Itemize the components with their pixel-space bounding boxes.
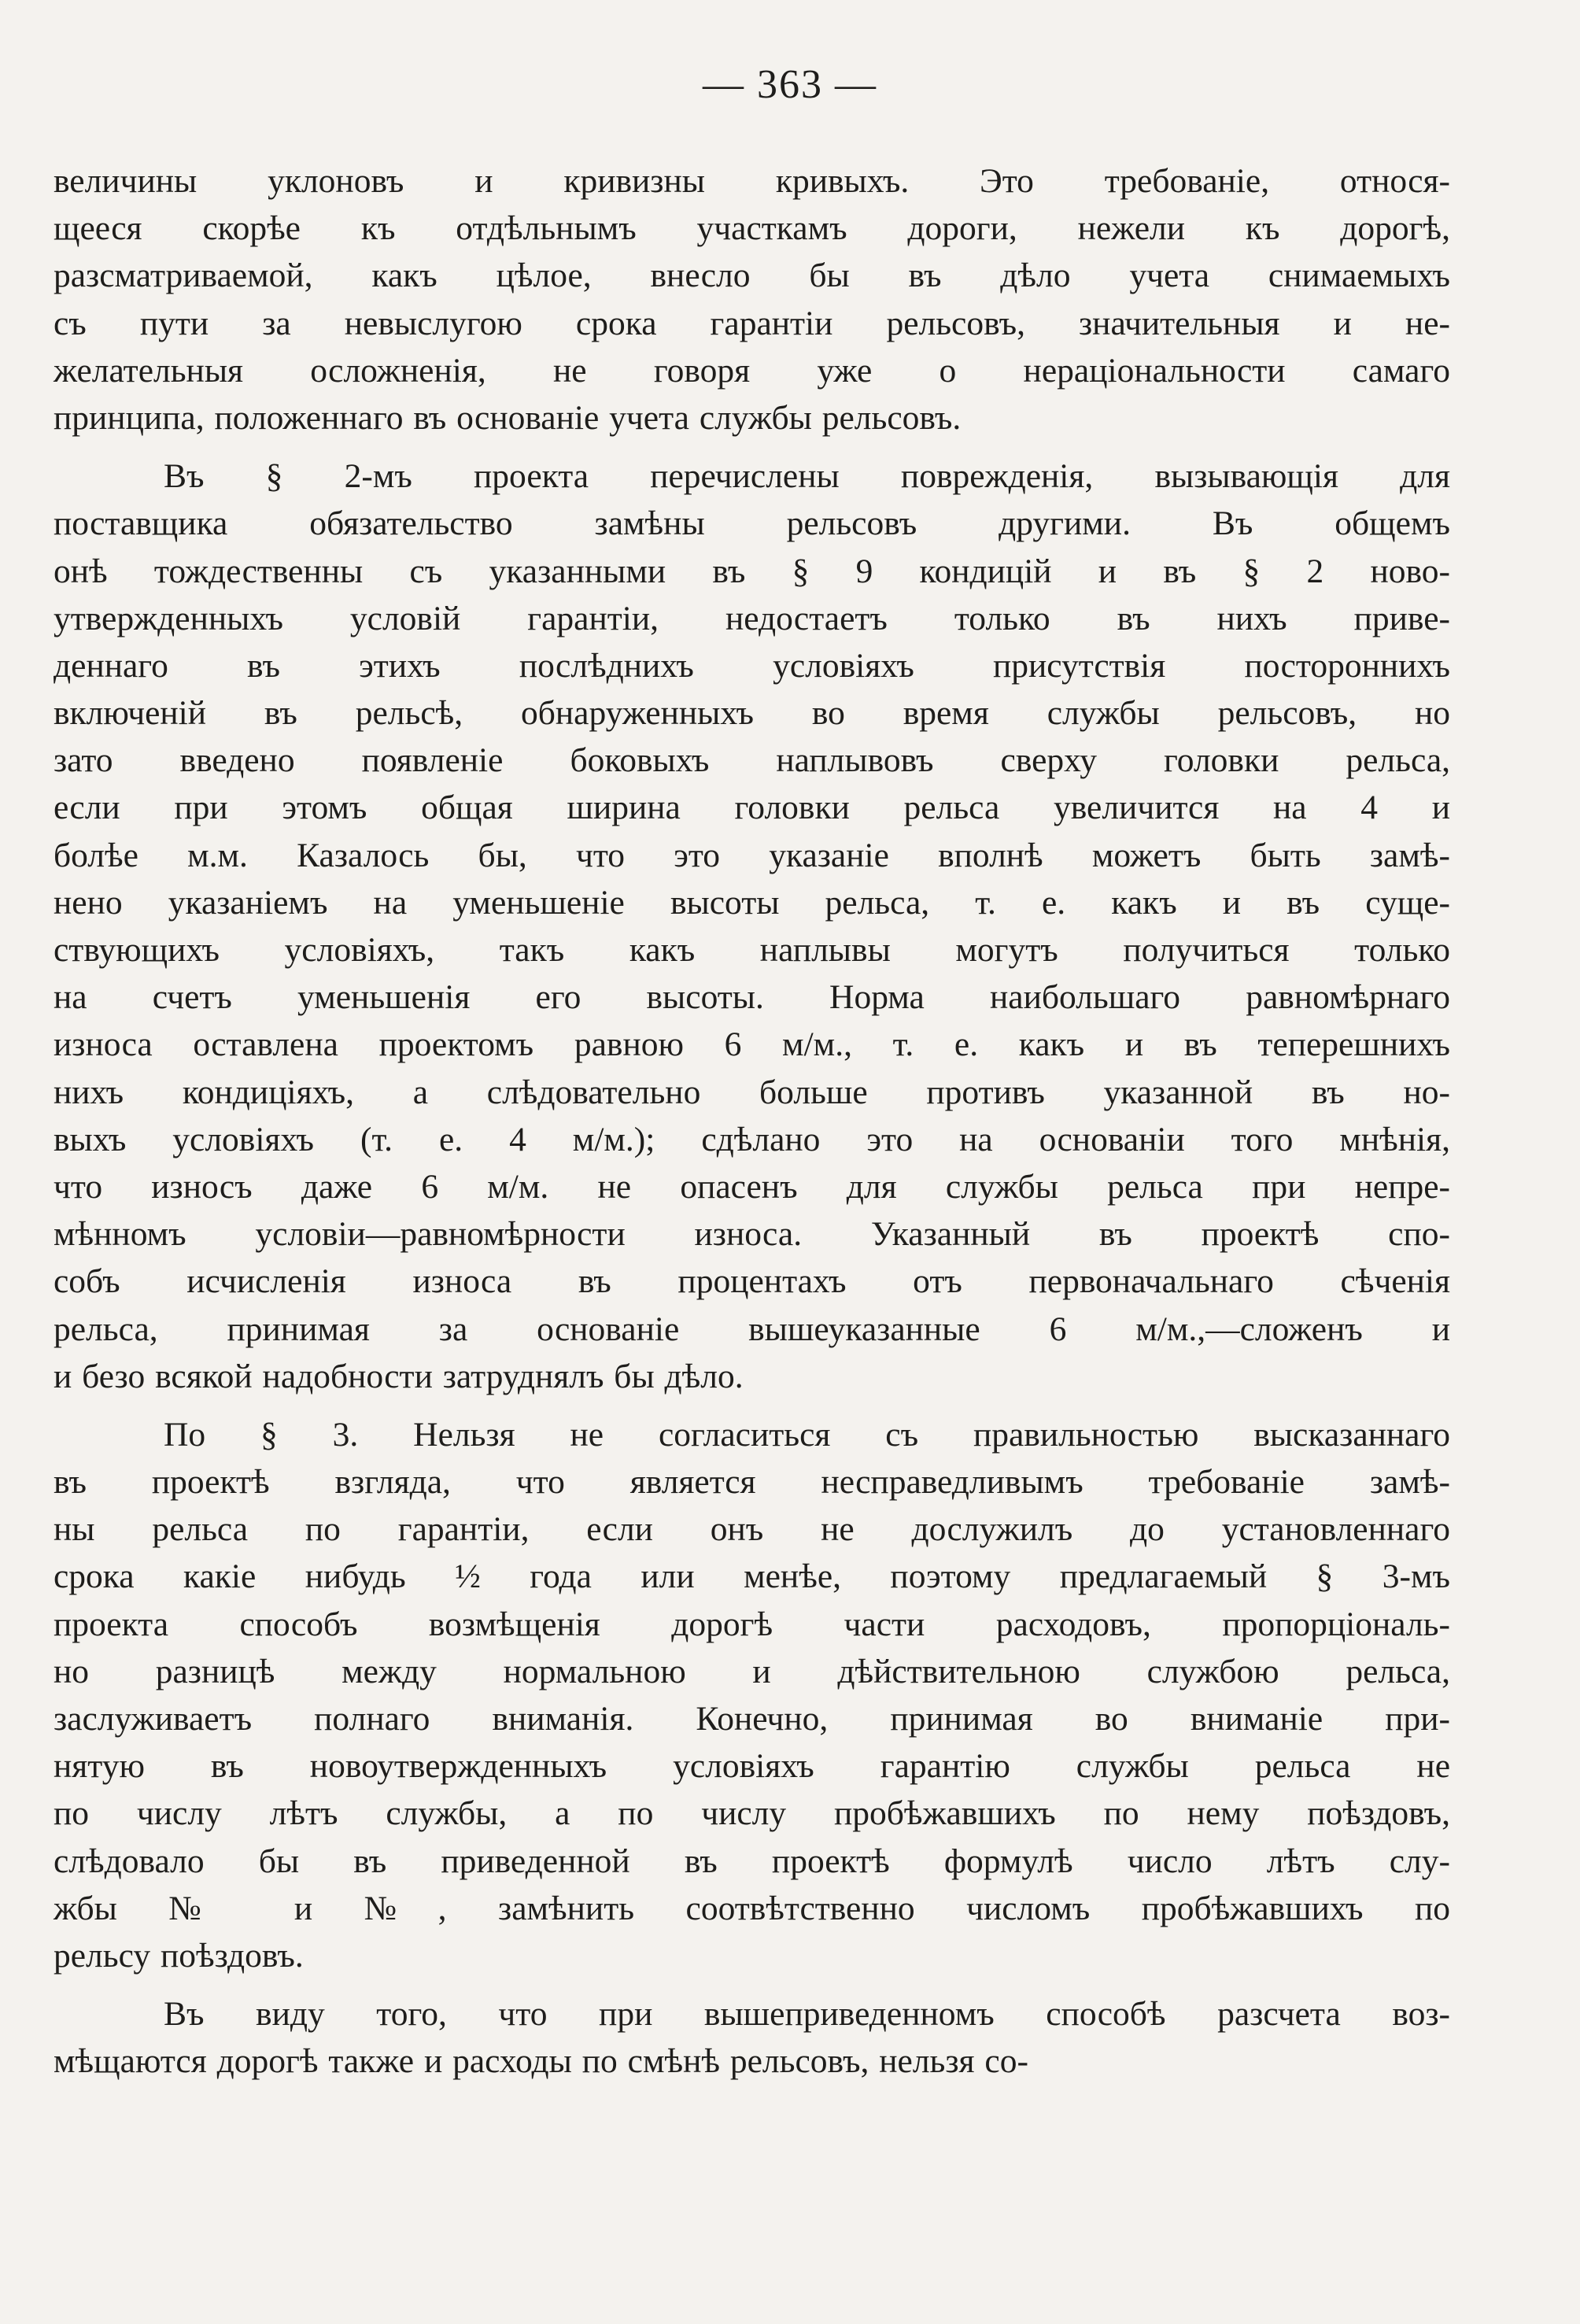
text-line: нено указаніемъ на уменьшеніе высоты рельса, т. е. какъ и въ суще- — [54, 883, 1450, 922]
text-line: нихъ кондиціяхъ, а слѣдовательно больше противъ указанной въ но- — [54, 1073, 1450, 1111]
paragraph-gap — [54, 442, 1450, 453]
text-line: выхъ условіяхъ (т. е. 4 м/м.); сдѣлано это на основаніи того мнѣнія, — [54, 1120, 1450, 1158]
text-line: въ проектѣ взгляда, что является несправедливымъ требованіе замѣ- — [54, 1463, 1450, 1502]
text-line: износа оставлена проектомъ равною 6 м/м., т. е. какъ и въ теперешнихъ — [54, 1025, 1450, 1064]
text-line: съ пути за невыслугою срока гарантіи рельсовъ, значительныя и не- — [54, 304, 1450, 342]
text-line: мѣнномъ условіи—равномѣрности износа. Указанный въ проектѣ спо- — [54, 1215, 1450, 1254]
paragraph — [54, 1411, 1450, 1979]
text-line: рельса, принимая за основаніе вышеуказанные 6 м/м.,—сложенъ и — [54, 1310, 1450, 1348]
text-line: зато введено появленіе боковыхъ наплывовъ сверху головки рельса, — [54, 741, 1450, 780]
text-line: болѣе м.м. Казалось бы, что это указаніе вполнѣ можетъ быть замѣ- — [54, 836, 1450, 874]
text-line: онѣ тождественны съ указанными въ § 9 кондицій и въ § 2 ново- — [54, 552, 1450, 590]
paragraph — [54, 1990, 1450, 2085]
text-line: и безо всякой надобности затруднялъ бы дѣло. — [54, 1357, 744, 1395]
text-line: ствующихъ условіяхъ, такъ какъ наплывы могутъ получиться только — [54, 931, 1450, 969]
text-line: поставщика обязательство замѣны рельсовъ другими. Въ общемъ — [54, 504, 1450, 543]
text-line: но разницѣ между нормальною и дѣйствительною службою рельса, — [54, 1652, 1450, 1690]
text-line: мѣщаются дорогѣ также и расходы по смѣнѣ рельсовъ, нельзя со- — [54, 2042, 1028, 2081]
text-line: деннаго въ этихъ послѣднихъ условіяхъ присутствія постороннихъ — [54, 646, 1450, 685]
paragraph-gap — [54, 1400, 1450, 1411]
text-line: Въ § 2-мъ проекта перечислены поврежденія, вызывающія для — [164, 457, 1450, 496]
text-line: ны рельса по гарантіи, если онъ не дослужилъ до установленнаго — [54, 1510, 1450, 1549]
text-line: если при этомъ общая ширина головки рельса увеличится на 4 и — [54, 789, 1450, 827]
page-number: — 363 — — [703, 62, 877, 107]
text-line: по числу лѣтъ службы, а по числу пробѣжавшихъ по нему поѣздовъ, — [54, 1794, 1450, 1833]
text-line: срока какіе нибудь ½ года или менѣе, поэтому предлагаемый § 3-мъ — [54, 1557, 1450, 1596]
paragraph — [54, 157, 1450, 442]
paragraph — [54, 453, 1450, 1400]
text-line: нятую въ новоутвержденныхъ условіяхъ гарантію службы рельса не — [54, 1747, 1450, 1786]
body-text — [54, 157, 1450, 2086]
text-line: на счетъ уменьшенія его высоты. Норма наибольшаго равномѣрнаго — [54, 978, 1450, 1017]
text-line: заслуживаетъ полнаго вниманія. Конечно, принимая во вниманіе при- — [54, 1700, 1450, 1738]
text-line: щееся скорѣе къ отдѣльнымъ участкамъ дороги, нежели къ дорогѣ, — [54, 209, 1450, 248]
text-line: принципа, положеннаго въ основаніе учета службы рельсовъ. — [54, 398, 962, 437]
text-line: жбы № и №, замѣнить соотвѣтственно числомъ пробѣжавшихъ по — [54, 1889, 1450, 1927]
text-line: включеній въ рельсѣ, обнаруженныхъ во время службы рельсовъ, но — [54, 694, 1450, 733]
text-line: слѣдовало бы въ приведенной въ проектѣ формулѣ число лѣтъ слу- — [54, 1842, 1450, 1880]
text-line: утвержденныхъ условій гарантіи, недостаетъ только въ нихъ приве- — [54, 599, 1450, 637]
text-line: разсматриваемой, какъ цѣлое, внесло бы въ дѣло учета снимаемыхъ — [54, 257, 1450, 295]
text-line: рельсу поѣздовъ. — [54, 1936, 304, 1975]
text-line: проекта способъ возмѣщенія дорогѣ части расходовъ, пропорціональ- — [54, 1605, 1450, 1643]
text-line: желательныя осложненія, не говоря уже о нераціональности самаго — [54, 351, 1450, 390]
text-line: что износъ даже 6 м/м. не опасенъ для службы рельса при непре- — [54, 1167, 1450, 1206]
text-line: По § 3. Нельзя не согласиться съ правильностью высказаннаго — [164, 1415, 1450, 1454]
text-line: собъ исчисленія износа въ процентахъ отъ первоначальнаго сѣченія — [54, 1262, 1450, 1301]
text-line: величины уклоновъ и кривизны кривыхъ. Это требованіе, относя- — [54, 162, 1450, 200]
paragraph-gap — [54, 1979, 1450, 1990]
text-line: Въ виду того, что при вышеприведенномъ способѣ разсчета воз- — [164, 1995, 1450, 2034]
